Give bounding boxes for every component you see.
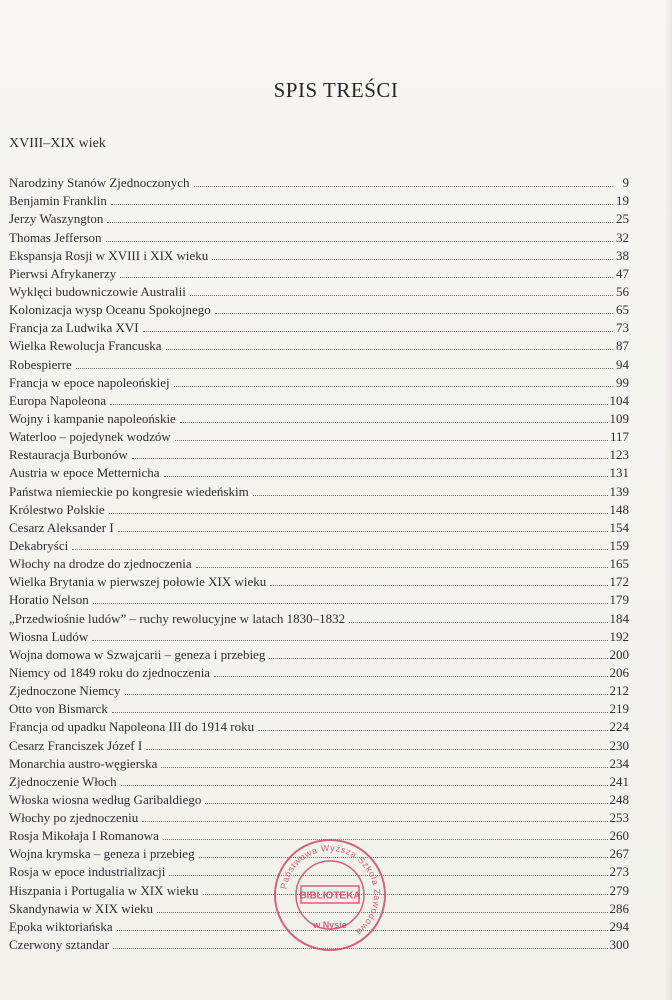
toc-entry: [9, 190, 629, 208]
toc-entry-page: 267: [609, 846, 629, 862]
toc-entry-page: 139: [609, 483, 629, 499]
toc-leader-dots: [205, 803, 607, 804]
stamp-center-text: BIBLIOTEKA: [299, 890, 361, 902]
toc-entry-title: Wiosna Ludów: [9, 628, 89, 644]
toc-leader-dots: [109, 513, 608, 514]
toc-entry-title: Wojna domowa w Szwajcarii – geneza i przebieg: [9, 646, 266, 662]
toc-entry-title: Otto von Bismarck: [9, 701, 108, 717]
toc-entry-page: 230: [609, 737, 629, 753]
toc-leader-dots: [253, 495, 608, 496]
toc-leader-dots: [212, 259, 613, 260]
toc-entry-page: 9: [622, 175, 629, 191]
toc-entry: [9, 789, 629, 807]
toc-entry-page: 165: [609, 556, 629, 572]
toc-entry: [9, 607, 629, 625]
toc-entry-page: 99: [616, 374, 629, 390]
toc-leader-dots: [143, 331, 613, 332]
toc-entry: [9, 408, 629, 426]
toc-entry: [9, 372, 629, 390]
section-heading: XVIII–XIX wiek: [9, 136, 106, 151]
toc-entry: [9, 335, 629, 353]
toc-entry: [9, 734, 629, 752]
toc-entry-title: Restauracja Burbonów: [9, 447, 128, 463]
toc-entry-page: 154: [609, 519, 629, 535]
toc-entry-title: Benjamin Franklin: [9, 193, 107, 209]
toc-entry-title: Niemcy od 1849 roku do zjednoczenia: [9, 664, 211, 680]
toc-entry: [9, 807, 629, 825]
toc-entry-page: 172: [609, 574, 629, 590]
toc-entry: [9, 444, 629, 462]
toc-entry: [9, 680, 629, 698]
toc-entry: [9, 771, 629, 789]
toc-leader-dots: [72, 549, 607, 550]
toc-leader-dots: [142, 821, 607, 822]
toc-entry: [9, 589, 629, 607]
page-title: SPIS TREŚCI: [273, 78, 399, 102]
toc-leader-dots: [190, 295, 613, 296]
toc-leader-dots: [199, 857, 608, 858]
toc-entry: [9, 644, 629, 662]
toc-entry-title: Skandynawia w XIX wieku: [9, 900, 154, 916]
toc-entry: [9, 226, 629, 244]
toc-entry-title: Wielka Rewolucja Francuska: [9, 338, 162, 354]
toc-entry-title: Rosja Mikołaja I Romanowa: [9, 828, 159, 844]
toc-entry-title: Austria w epoce Metternicha: [9, 465, 160, 481]
toc-entry-page: 94: [616, 356, 629, 372]
toc-leader-dots: [121, 785, 608, 786]
toc-leader-dots: [196, 567, 608, 568]
toc-leader-dots: [180, 422, 608, 423]
toc-entry-page: 25: [616, 211, 629, 227]
toc-leader-dots: [214, 676, 607, 677]
toc-leader-dots: [269, 658, 607, 659]
toc-entry-page: 38: [616, 247, 629, 263]
toc-leader-dots: [106, 241, 613, 242]
toc-entry-page: 131: [609, 465, 629, 481]
toc-leader-dots: [161, 767, 607, 768]
toc-entry-page: 148: [609, 501, 629, 517]
toc-leader-dots: [92, 640, 607, 641]
toc-entry-page: 56: [616, 283, 629, 299]
toc-entry-title: Królestwo Polskie: [9, 501, 105, 517]
stamp-bottom-text: w Nysie: [313, 920, 347, 930]
toc-entry-title: Jerzy Waszyngton: [9, 211, 104, 227]
toc-entry: [9, 208, 629, 226]
toc-entry-title: Francja w epoce napoleońskiej: [9, 374, 170, 390]
toc-entry-title: Wielka Brytania w pierwszej połowie XIX wieku: [9, 574, 267, 590]
toc-entry-title: Kolonizacja wysp Oceanu Spokojnego: [9, 302, 211, 318]
toc-entry-title: Cesarz Aleksander I: [9, 519, 114, 535]
toc-entry-title: Państwa niemieckie po kongresie wiedeńskim: [9, 483, 249, 499]
toc-entry: [9, 172, 629, 190]
toc-entry-title: Waterloo – pojedynek wodzów: [9, 429, 171, 445]
toc-entry-page: 200: [609, 646, 629, 662]
toc-entry: [9, 390, 629, 408]
toc-entry-page: 19: [616, 193, 629, 209]
toc-entry-page: 294: [609, 918, 629, 934]
toc-leader-dots: [125, 694, 608, 695]
toc-entry-title: Francja za Ludwika XVI: [9, 320, 139, 336]
toc-entry: [9, 317, 629, 335]
toc-entry-page: 104: [609, 392, 629, 408]
toc-entry-title: Zjednoczone Niemcy: [9, 683, 121, 699]
toc-entry-page: 224: [609, 719, 629, 735]
toc-leader-dots: [111, 204, 613, 205]
toc-entry-page: 260: [609, 828, 629, 844]
toc-entry: [9, 553, 629, 571]
toc-entry: [9, 499, 629, 517]
toc-entry-page: 212: [609, 683, 629, 699]
toc-entry-page: 179: [609, 592, 629, 608]
toc-entry-page: 273: [609, 864, 629, 880]
toc-entry-title: Wyklęci budowniczowie Australii: [9, 283, 186, 299]
toc-entry-title: Thomas Jefferson: [9, 229, 102, 245]
toc-leader-dots: [174, 386, 613, 387]
toc-leader-dots: [76, 368, 613, 369]
toc-entry-title: Robespierre: [9, 356, 72, 372]
toc-entry: [9, 426, 629, 444]
toc-entry-page: 206: [609, 664, 629, 680]
toc-entry-title: Monarchia austro-węgierska: [9, 755, 158, 771]
toc-entry-page: 123: [609, 447, 629, 463]
toc-entry-page: 253: [609, 810, 629, 826]
toc-entry-page: 286: [609, 900, 629, 916]
toc-entry: [9, 353, 629, 371]
toc-entry: [9, 281, 629, 299]
toc-entry-title: Europa Napoleona: [9, 392, 107, 408]
toc-leader-dots: [112, 712, 608, 713]
toc-entry: [9, 462, 629, 480]
toc-leader-dots: [110, 404, 607, 405]
toc-entry-title: Wojny i kampanie napoleońskie: [9, 410, 176, 426]
toc-entry-title: Francja od upadku Napoleona III do 1914 roku: [9, 719, 255, 735]
toc-entry-title: Rosja w epoce industrializacji: [9, 864, 166, 880]
toc-entry-title: Ekspansja Rosji w XVIII i XIX wieku: [9, 247, 209, 263]
toc-entry-title: Włochy na drodze do zjednoczenia: [9, 556, 192, 572]
toc-entry-title: Hiszpania i Portugalia w XIX wieku: [9, 882, 199, 898]
toc-entry-title: Włochy po zjednoczeniu: [9, 810, 139, 826]
toc-leader-dots: [215, 313, 613, 314]
toc-leader-dots: [203, 894, 608, 895]
toc-entry-page: 184: [609, 610, 629, 626]
library-stamp: [271, 836, 389, 954]
toc-entry-title: Narodziny Stanów Zjednoczonych: [9, 175, 190, 191]
toc-entry-title: Cesarz Franciszek Józef I: [9, 737, 143, 753]
toc-entry: [9, 571, 629, 589]
stamp-ring-text: Państwowa Wyższa Szkoła Zawodowa: [278, 842, 383, 938]
toc-entry: [9, 245, 629, 263]
toc-entry-page: 279: [609, 882, 629, 898]
toc-entry: [9, 626, 629, 644]
toc-entry-page: 117: [609, 429, 629, 445]
toc-entry-title: „Przedwiośnie ludów” – ruchy rewolucyjne w latach 1830–1832: [9, 610, 346, 626]
toc-entry: [9, 480, 629, 498]
toc-entry: [9, 263, 629, 281]
toc-entry-page: 65: [616, 302, 629, 318]
page-edge-shadow: [664, 0, 672, 1000]
toc-entry: [9, 299, 629, 317]
toc-leader-dots: [146, 749, 607, 750]
toc-entry: [9, 662, 629, 680]
toc-entry: [9, 716, 629, 734]
toc-entry: [9, 517, 629, 535]
toc-entry-page: 234: [609, 755, 629, 771]
toc-leader-dots: [175, 440, 608, 441]
toc-entry-title: Pierwsi Afrykanerzy: [9, 265, 117, 281]
toc-leader-dots: [270, 585, 607, 586]
toc-leader-dots: [132, 458, 608, 459]
toc-entry-page: 192: [609, 628, 629, 644]
toc-entry-title: Wojna krymska – geneza i przebieg: [9, 846, 195, 862]
toc-entry-page: 109: [609, 410, 629, 426]
toc-entry-title: Dekabryści: [9, 537, 69, 553]
toc-leader-dots: [194, 186, 613, 187]
toc-entry-page: 73: [616, 320, 629, 336]
toc-entry-page: 87: [616, 338, 629, 354]
toc-entry-title: Epoka wiktoriańska: [9, 918, 113, 934]
library-stamp-graphic: [271, 836, 389, 954]
toc-entry-page: 241: [609, 773, 629, 789]
toc-entry-page: 47: [616, 265, 629, 281]
toc-entry-title: Horatio Nelson: [9, 592, 89, 608]
toc-leader-dots: [164, 476, 608, 477]
toc-entry-title: Włoska wiosna według Garibaldiego: [9, 791, 202, 807]
toc-entry-page: 32: [616, 229, 629, 245]
toc-leader-dots: [349, 622, 607, 623]
toc-entry: [9, 535, 629, 553]
toc-entry: [9, 698, 629, 716]
toc-entry-title: Zjednoczenie Włoch: [9, 773, 117, 789]
toc-entry-page: 248: [609, 791, 629, 807]
toc-entry-page: 219: [609, 701, 629, 717]
toc-leader-dots: [107, 222, 613, 223]
toc-leader-dots: [118, 531, 608, 532]
toc-entry-page: 159: [609, 537, 629, 553]
toc-entry: [9, 753, 629, 771]
toc-leader-dots: [120, 277, 613, 278]
toc-entry-page: 300: [609, 937, 629, 953]
toc-leader-dots: [93, 603, 608, 604]
toc-leader-dots: [166, 349, 613, 350]
toc-entry-title: Czerwony sztandar: [9, 937, 109, 953]
toc-leader-dots: [258, 730, 607, 731]
